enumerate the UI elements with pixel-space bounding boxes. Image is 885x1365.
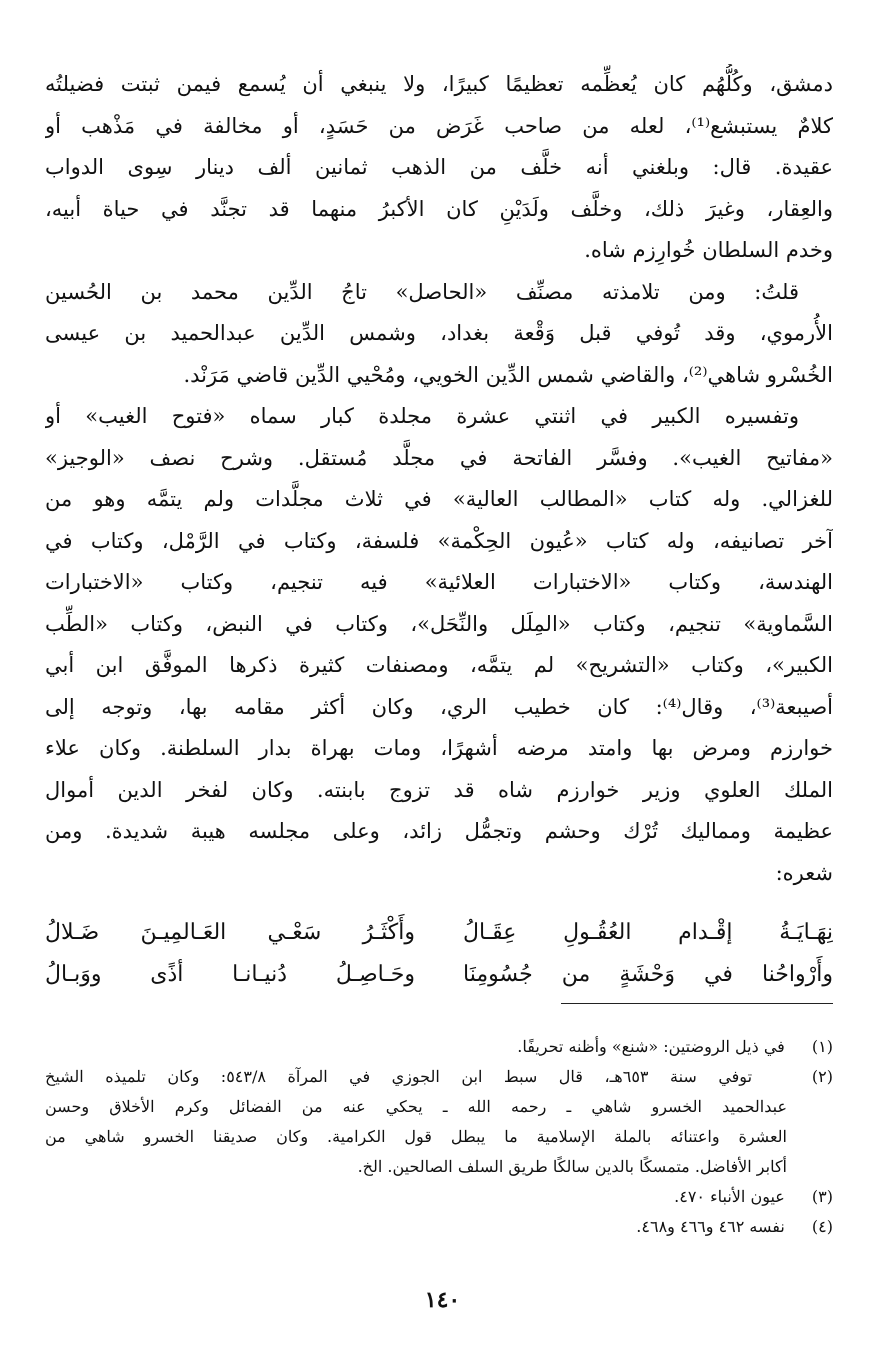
footnote-1 (45, 1032, 833, 1062)
text-line: الأُرموي، وقد تُوفي قبل وَقْعة بغداد، وشمس الدِّين عبدالحميد بن عيسى (45, 321, 833, 345)
footnote-number: (٢) (811, 1067, 833, 1086)
text-line: عظيمة ومماليك تُرْك وحشم وتجمُّل زائد، وعلى مجلسه هيبة شديدة. ومن (45, 819, 833, 843)
second-hemistich: وأَكْثَـرُ سَعْـي العَـالمِيـنَ ضَـلالُ (45, 920, 415, 945)
text-line: وتفسيره الكبير في اثنتي عشرة مجلدة كبار سماه «فتوح الغيب» أو (45, 404, 799, 428)
footnote-number: (٣) (811, 1187, 833, 1206)
text-line: السَّماوية» تنجيم، وكتاب «المِلَل والنِّحَل»، وكتاب في النبض، وكتاب «الطِّب (45, 611, 833, 636)
footnote-2-continued: عبدالحميد الخسرو شاهي ـ رحمه الله ـ يحكي عنه من الفضائل وكرم الأخلاق وحسن (45, 1097, 787, 1116)
text-line: «مفاتيح الغيب». وفسَّر الفاتحة في مجلَّد مُستقل. وشرح نصف «الوجيز» (45, 445, 833, 470)
footnote-2-continued: العشرة واعتنائه بالملة الإسلامية ما يبطل قول الكرامية. وكان صديقنا الخسرو شاهي من (45, 1127, 787, 1146)
page-number: ١٤٠ (424, 1287, 461, 1313)
footnote-number: (١) (811, 1037, 833, 1056)
footnotes (45, 1032, 833, 1242)
text-line: آخر تصانيفه، وله كتاب «عُيون الحِكْمة» فلسفة، وكتاب في الرَّمْل، وكتاب في (45, 528, 833, 553)
footnote-4 (45, 1212, 833, 1242)
footnote-text: عيون الأنباء ٤٧٠. (674, 1187, 785, 1206)
footnote-3 (45, 1182, 833, 1212)
poem-verses (45, 912, 833, 996)
text-line: الهندسة، وكتاب «الاختبارات العلائية» فيه تنجيم، وكتاب «الاختبارات (45, 570, 833, 594)
footnote-2 (45, 1062, 833, 1092)
first-hemistich: نِهَـايَـةُ إقْـدام العُقُـولِ عِقَـالُ (463, 920, 833, 945)
text-line: عقيدة. قال: وبلغني أنه خلَّف من الذهب ثمانين ألف دينار سِوى الدواب (45, 155, 833, 179)
footnote-number: (٤) (811, 1217, 833, 1236)
poem-verse (45, 912, 833, 954)
first-hemistich: وأَرْواحُنا في وَحْشَةٍ من جُسُومِنَا (463, 962, 833, 987)
text-line: الخُسْرو شاهي⁽²⁾، والقاضي شمس الدِّين الخويي، ومُحْيي الدِّين قاضي مَرَنْد. (183, 362, 833, 387)
second-hemistich: وحَـاصِـلُ دُنيـانـا أذًى ووَبـالُ (45, 962, 415, 987)
text-line: شعره: (775, 860, 833, 885)
text-line: الملك العلوي وزير خوارزم شاه قد تزوج بابنته. وكان لفخر الدين أموال (45, 777, 833, 802)
text-line: للغزالي. وله كتاب «المطالب العالية» في ثلاث مجلَّدات ولم يتمَّه وهو من (45, 487, 833, 511)
footnote-text: توفي سنة ٦٥٣هـ، قال سبط ابن الجوزي في المرآة ٥٤٣/٨: وكان تلميذه الشيخ (45, 1067, 753, 1086)
text-line: دمشق، وكُلُّهُم كان يُعظِّمه تعظيمًا كبيرًا، ولا ينبغي أن يُسمع فيمن ثبتت فضيلتُه (45, 72, 833, 96)
text-line: والعِقار، وغيرَ ذلك، وخلَّف ولَدَيْنِ كان الأكبرُ منهما قد تجنَّد في حياة أبيه، (45, 196, 833, 221)
text-line: وخدم السلطان خُوارِزم شاه. (584, 238, 833, 262)
main-text-body (45, 64, 833, 894)
footnote-text: نفسه ٤٦٢ و٤٦٦ و٤٦٨. (636, 1217, 785, 1236)
text-line: قلتُ: ومن تلامذته مصنِّف «الحاصل» تاجُ الدِّين محمد بن الحُسين (45, 279, 799, 304)
poem-verse (45, 954, 833, 996)
footnote-2-continued: أكابر الأفاضل. متمسكًا بالدين سالكًا طريق السلف الصالحين. الخ. (357, 1157, 787, 1176)
footnote-text: في ذيل الروضتين: «شنع» وأظنه تحريفًا. (517, 1037, 785, 1056)
text-line: كلامٌ يستبشع⁽¹⁾، لعله من صاحب غَرَض من حَسَدٍ، أو مخالفة في مَذْهب أو (45, 113, 833, 138)
text-line: الكبير»، وكتاب «التشريح» لم يتمَّه، ومصنفات كثيرة ذكرها الموفَّق ابن أبي (45, 653, 833, 677)
footnote-divider (561, 1003, 833, 1004)
text-line: خوارزم ومرض بها وامتد مرضه أشهرًا، ومات بهراة بدار السلطنة. وكان علاء (45, 736, 833, 760)
text-line: أصيبعة⁽³⁾، وقال⁽⁴⁾: كان خطيب الري، وكان أكثر مقامه بها، وتوجه إلى (45, 694, 833, 719)
